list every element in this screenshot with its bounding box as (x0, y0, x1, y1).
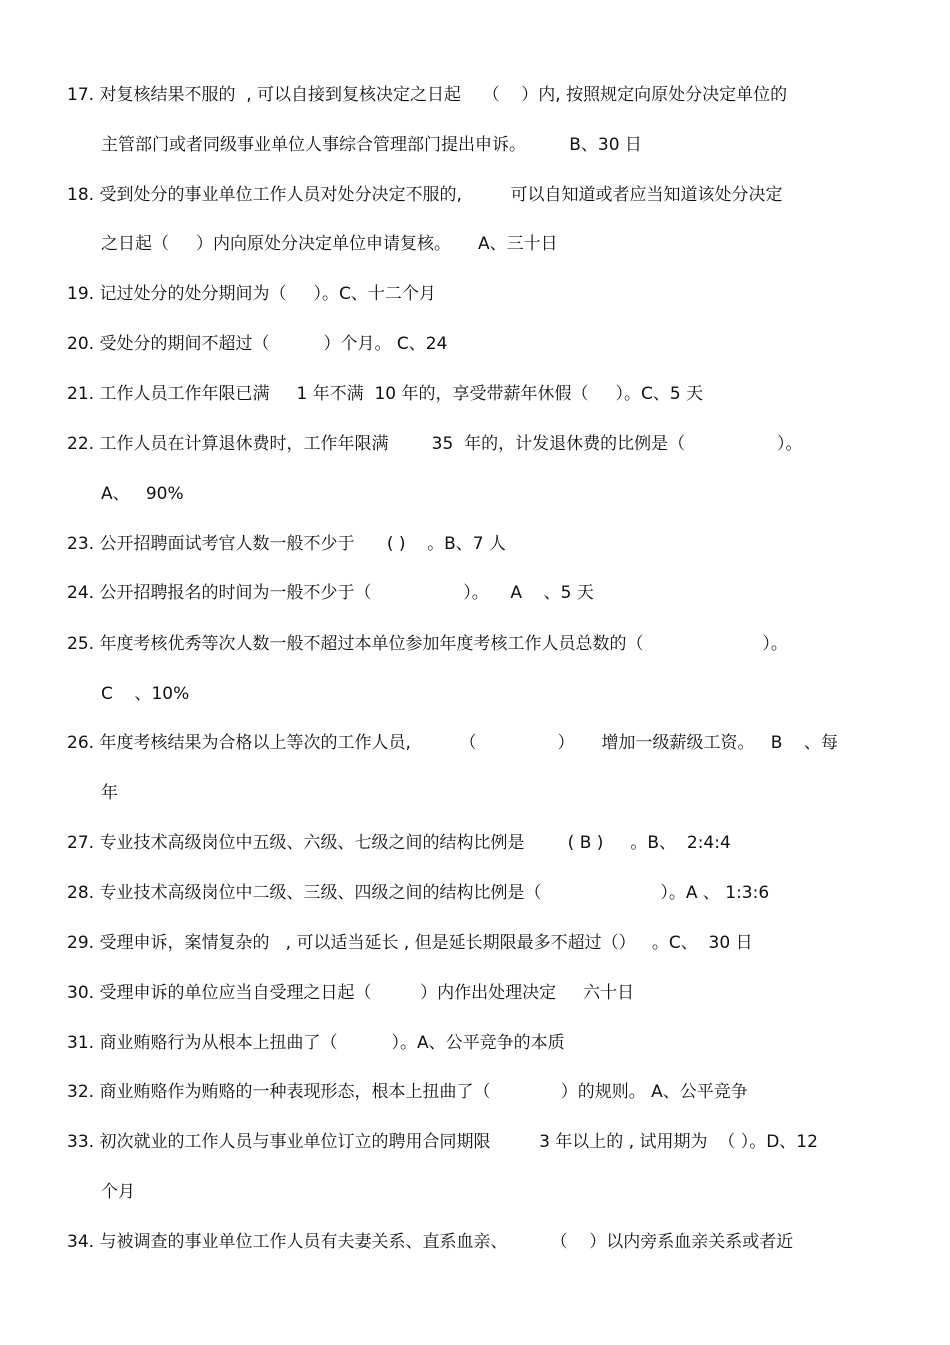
line-15: 年 (101, 783, 118, 803)
line-18: 29. 受理申诉，案情复杂的 , 可以适当延长 , 但是延长期限最多不超过（） 。C、 30 日 (67, 933, 753, 953)
line-4: 之日起（ ）内向原处分决定单位申请复核。 A、三十日 (101, 234, 558, 254)
line-6: 20. 受处分的期间不超过（ ）个月。 C、24 (67, 334, 448, 354)
line-21: 32. 商业贿赂作为贿赂的一种表现形态，根本上扭曲了（ ）的规则。 A、公平竞争 (67, 1082, 748, 1102)
line-9: A、 90% (101, 484, 184, 504)
line-12: 25. 年度考核优秀等次人数一般不超过本单位参加年度考核工作人员总数的（ ）。 (67, 634, 788, 654)
line-11: 24. 公开招聘报名的时间为一般不少于（ ）。 A 、5 天 (67, 583, 594, 603)
line-22: 33. 初次就业的工作人员与事业单位订立的聘用合同期限 3 年以上的 , 试用期为 （ ）。D、12 (67, 1132, 818, 1152)
line-1: 17. 对复核结果不服的 , 可以自接到复核决定之日起 （ ）内, 按照规定向原处分决定单位的 (67, 85, 788, 105)
line-8: 22. 工作人员在计算退休费时，工作年限满 35 年的，计发退休费的比例是（ ）。 (67, 434, 803, 454)
line-16: 27. 专业技术高级岗位中五级、六级、七级之间的结构比例是 ( B ) 。B、 2:4:4 (67, 833, 731, 853)
line-19: 30. 受理申诉的单位应当自受理之日起（ ）内作出处理决定 六十日 (67, 983, 635, 1003)
line-17: 28. 专业技术高级岗位中二级、三级、四级之间的结构比例是（ ）。A 、 1:3:6 (67, 883, 770, 903)
line-20: 31. 商业贿赂行为从根本上扭曲了（ ）。A、公平竞争的本质 (67, 1033, 565, 1053)
line-3: 18. 受到处分的事业单位工作人员对处分决定不服的, 可以自知道或者应当知道该处分决定 (67, 185, 783, 205)
line-10: 23. 公开招聘面试考官人数一般不少于 ( ) 。B、7 人 (67, 534, 507, 554)
line-23: 个月 (101, 1182, 135, 1202)
line-2: 主管部门或者同级事业单位人事综合管理部门提出申诉。 B、30 日 (101, 135, 642, 155)
line-13: C 、10% (101, 684, 190, 704)
line-5: 19. 记过处分的处分期间为（ ）。C、十二个月 (67, 284, 436, 304)
line-14: 26. 年度考核结果为合格以上等次的工作人员, （ ） 增加一级薪级工资。 B 、每 (67, 733, 839, 753)
line-24: 34. 与被调查的事业单位工作人员有夫妻关系、直系血亲、 （ ）以内旁系血亲关系或者近 (67, 1232, 794, 1252)
line-7: 21. 工作人员工作年限已满 1 年不满 10 年的，享受带薪年休假（ ）。C、5 天 (67, 384, 704, 404)
